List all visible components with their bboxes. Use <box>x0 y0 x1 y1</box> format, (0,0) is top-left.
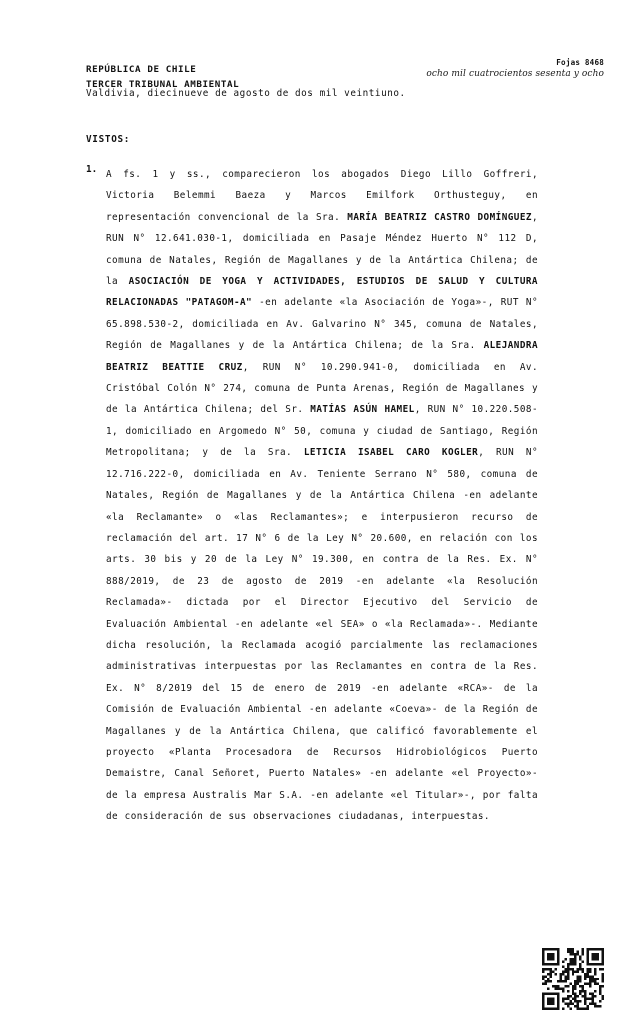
emphasized-text: MARÍA BEATRIZ CASTRO DOMÍNGUEZ <box>347 211 532 223</box>
list-item-number: 1. <box>86 164 98 175</box>
emphasized-text: MATÍAS ASÚN HAMEL <box>310 404 415 416</box>
document-header <box>0 30 622 90</box>
folio-number-words: ocho mil cuatrocientos sesenta y ocho <box>426 69 604 79</box>
organization-line-1: REPÚBLICA DE CHILE <box>86 64 197 75</box>
list-item <box>86 164 538 828</box>
folio-number: Fojas 8468 <box>556 58 604 67</box>
folio-block <box>426 58 604 79</box>
organization-line-2: TERCER TRIBUNAL AMBIENTAL <box>86 79 240 90</box>
emphasized-text: ALEJANDRA BEATRIZ BEATTIE CRUZ <box>106 340 538 373</box>
list-item-body: A fs. 1 y ss., comparecieron los abogados Diego Lillo Goffreri, Victoria Belemmi Baeza y Marcos Emilfork Orthusteguy, en representación convencional de la Sra. MARÍA BEATRIZ CASTRO DOMÍNGUEZ, RUN N° 12.641.030-1, domiciliada en Pasaje Méndez Huerto N° 112 D, comuna de Natales, Región de Magallanes y de la Antártica Chilena; de la ASOCIACIÓN DE YOGA Y ACTIVIDADES, ESTUDIOS DE SALUD Y CULTURA RELACIONADAS "PATAGOM-A" -en adelante «la Asociación de Yoga»-, RUT N° 65.898.530-2, domiciliada en Av. Galvarino N° 345, comuna de Natales, Región de Magallanes y de la Antártica Chilena; de la Sra. ALEJANDRA BEATRIZ BEATTIE CRUZ, RUN N° 10.290.941-0, domiciliada en Av. Cristóbal Colón N° 274, comuna de Punta Arenas, Región de Magallanes y de la Antártica Chilena; del Sr. MATÍAS ASÚN HAMEL, RUN N° 10.220.508-1, domiciliado en Argomedo N° 50, comuna y ciudad de Santiago, Región Metropolitana; y de la Sra. LETICIA ISABEL CARO KOGLER, RUN N° 12.716.222-0, domiciliada en Av. Teniente Serrano N° 580, comuna de Natales, Región de Magallanes y de la Antártica Chilena -en adelante «la Reclamante» o «las Reclamantes»; e interpusieron recurso de reclamación del art. 17 N° 6 de la Ley N° 20.600, en relación con los arts. 30 bis y 20 de la Ley N° 19.300, en contra de la Res. Ex. N° 888/2019, de 23 de agosto de 2019 -en adelante «la Resolución Reclamada»- dictada por el Director Ejecutivo del Servicio de Evaluación Ambiental -en adelante «el SEA» o «la Reclamada»-. Mediante dicha resolución, la Reclamada acogió parcialmente las reclamaciones administrativas interpuestas por las Reclamantes en contra de la Res. Ex. N° 8/2019 del 15 de enero de 2019 -en adelante «RCA»- de la Comisión de Evaluación Ambiental -en adelante «Coeva»- de la Región de Magallanes y de la Antártica Chilena, que calificó favorablemente el proyecto «Planta Procesadora de Recursos Hidrobiológicos Puerto Demaistre, Canal Señoret, Puerto Natales» -en adelante «el Proyecto»- de la empresa Australis Mar S.A. -en adelante «el Titular»-, por falta de consideración de sus observaciones ciudadanas, interpuestas. <box>106 169 539 823</box>
place-and-date: Valdivia, diecinueve de agosto de dos mil veintiuno. <box>86 88 406 99</box>
qr-code <box>542 948 604 1010</box>
emphasized-text: ASOCIACIÓN DE YOGA Y ACTIVIDADES, ESTUDIOS DE SALUD Y CULTURA RELACIONADAS "PATAGOM-A" <box>106 276 538 309</box>
emphasized-text: LETICIA ISABEL CARO KOGLER <box>303 447 479 459</box>
section-heading: VISTOS: <box>86 134 131 145</box>
